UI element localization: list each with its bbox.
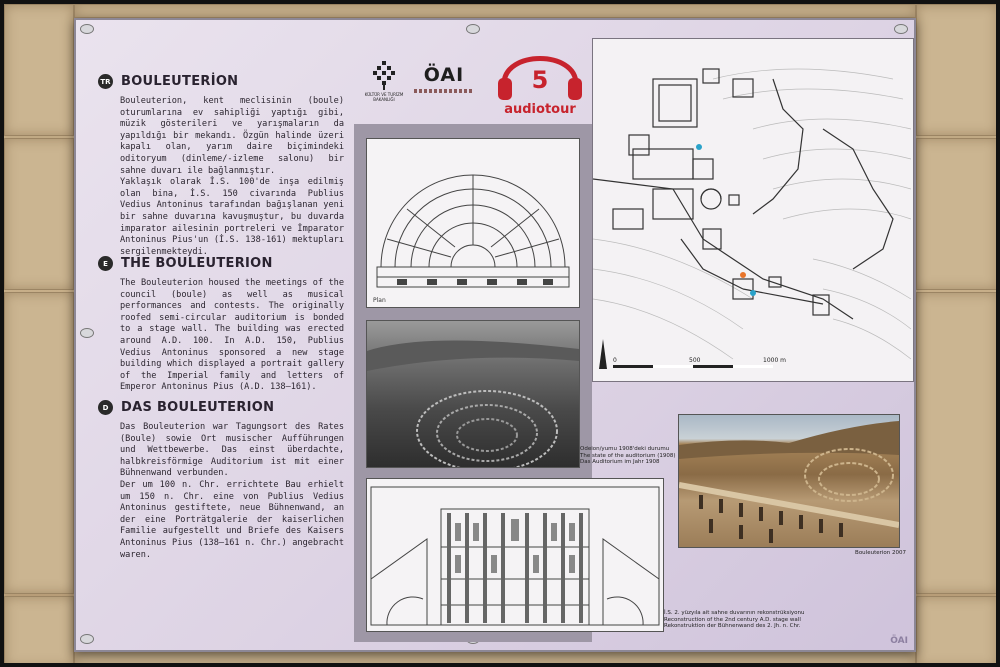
section-text-en <box>120 278 344 394</box>
paragraph: Das Bouleuterion war Tagungsort des Rates (Boule) sowie Ort musischer Aufführungen und Wettbewerbe. Das einst überdachte, halbkreisförmige Auditorium ist mit einer Bühnenwand verbunden. <box>120 422 344 479</box>
section-title: THE BOULEUTERION <box>121 256 273 271</box>
screw <box>466 24 480 34</box>
audio-stop-number: 5 <box>531 66 549 94</box>
stage-wall-reconstruction <box>366 478 664 632</box>
north-arrow-icon <box>599 339 607 369</box>
wall-stone <box>4 4 74 136</box>
site-map <box>592 38 914 382</box>
screw <box>80 328 94 338</box>
photo-1908-caption: Odeion/yumu 1908'deki durumu The state of the auditorium (1908) Das Auditorium im Jahr 1908 <box>580 446 676 465</box>
language-badge: D <box>98 400 113 415</box>
screw <box>894 24 908 34</box>
scale-label: 1000 m <box>763 357 787 364</box>
photo-bouleuterion-2007 <box>678 414 900 548</box>
paragraph: Bouleuterion, kent meclisinin (boule) oturumlarına ev sahipliği yaptığı gibi, müzik gösterileri ve yarışmaların da yapıldığı bir mekandı. Özgün halinde üzeri kapalı olan, yarım daire biçimindeki oditoryum (dinleme/-izleme salonu) bir sahne duvarı ile bağlanmıştır. <box>120 96 344 176</box>
tulip-emblem-icon <box>371 60 397 90</box>
audio-point-marker <box>750 290 756 296</box>
wall-stone <box>916 292 996 594</box>
wall-stone <box>916 596 996 663</box>
site-plan-drawing <box>593 39 913 381</box>
paragraph: Yaklaşık olarak İ.S. 100'de inşa edilmiş olan bina, İ.S. 150 civarında Publius Vedius Antoninus tarafından bağışlanan yeni bir sahne duvarına kavuşmuştur, bu duvarda imparator ailesinin portreleri ve İmparator Antoninus Pius'un (İ.S. 138-161) mektupları sergilenmekteydi. <box>120 177 344 257</box>
current-location-marker <box>740 272 746 278</box>
oai-wordmark: ÖAI <box>423 64 465 86</box>
wall-stone <box>916 138 996 290</box>
headphones-icon <box>494 32 586 102</box>
wall-stone <box>4 138 74 290</box>
photo-2007-caption: Bouleuterion 2007 <box>855 550 906 556</box>
section-header-en <box>98 256 273 271</box>
scale-label: 0 <box>613 357 617 364</box>
ministry-logo <box>360 60 408 102</box>
section-text-tr <box>120 96 344 258</box>
oai-logo <box>414 64 474 93</box>
audiotour-label: audiotour <box>504 102 576 117</box>
section-title: BOULEUTERİON <box>121 74 239 89</box>
section-title: DAS BOULEUTERION <box>121 400 275 415</box>
auditorium-plan <box>366 138 580 308</box>
plan-drawing <box>367 139 579 307</box>
language-badge: TR <box>98 74 113 89</box>
plan-label: Plan <box>373 297 386 304</box>
wall-stone <box>916 4 996 136</box>
ministry-name: KÜLTÜR VE TURİZM BAKANLIĞI <box>364 92 404 102</box>
section-header-de <box>98 400 274 415</box>
paragraph: Der um 100 n. Chr. errichtete Bau erhielt um 150 n. Chr. eine von Publius Vedius Antoninus gestiftete, neue Bühnenwand, an der eine Porträtgalerie der kaiserlichen Familie aufgestellt und Briefe des Kaisers Antoninus Pius (138–161 n. Chr.) angebracht waren. <box>120 479 344 560</box>
screw <box>80 634 94 644</box>
paragraph: The Bouleuterion housed the meetings of the council (boule) as well as musical performances and contests. The originally roofed semi-circular auditorium is bonded to a stage wall. The building was erected around A.D. 100. In A.D. 150, Publius Vedius Antoninus sponsored a new stage building which displayed a portrait gallery of the Imperial family and letters of Emperor Antoninus Pius (A.D. 138–161). <box>120 278 344 393</box>
photo-frame <box>4 4 996 663</box>
reconstruction-drawing <box>367 479 663 631</box>
reconstruction-caption: İ.S. 2. yüzyıla ait sahne duvarının rekonstrüksiyonu Reconstruction of the 2nd century A.D. stage wall Rekonstruktion der Bühnenwand des 2. Jh. n. Chr. <box>664 610 805 629</box>
wall-stone <box>4 596 74 663</box>
information-board <box>74 18 916 652</box>
language-badge: E <box>98 256 113 271</box>
oai-tagline-decoration <box>414 89 474 93</box>
wall-stone <box>74 4 916 18</box>
wall-stone <box>4 292 74 594</box>
scale-bar <box>613 357 786 368</box>
logo-strip <box>352 54 576 124</box>
section-header-tr <box>98 74 238 89</box>
photo-auditorium-1908 <box>366 320 580 468</box>
screw <box>80 24 94 34</box>
audio-point-marker <box>696 144 702 150</box>
section-text-de <box>120 422 344 561</box>
scale-label: 500 <box>689 357 701 364</box>
audiotour-logo <box>492 32 588 117</box>
oai-watermark: ÖAI <box>890 636 908 646</box>
